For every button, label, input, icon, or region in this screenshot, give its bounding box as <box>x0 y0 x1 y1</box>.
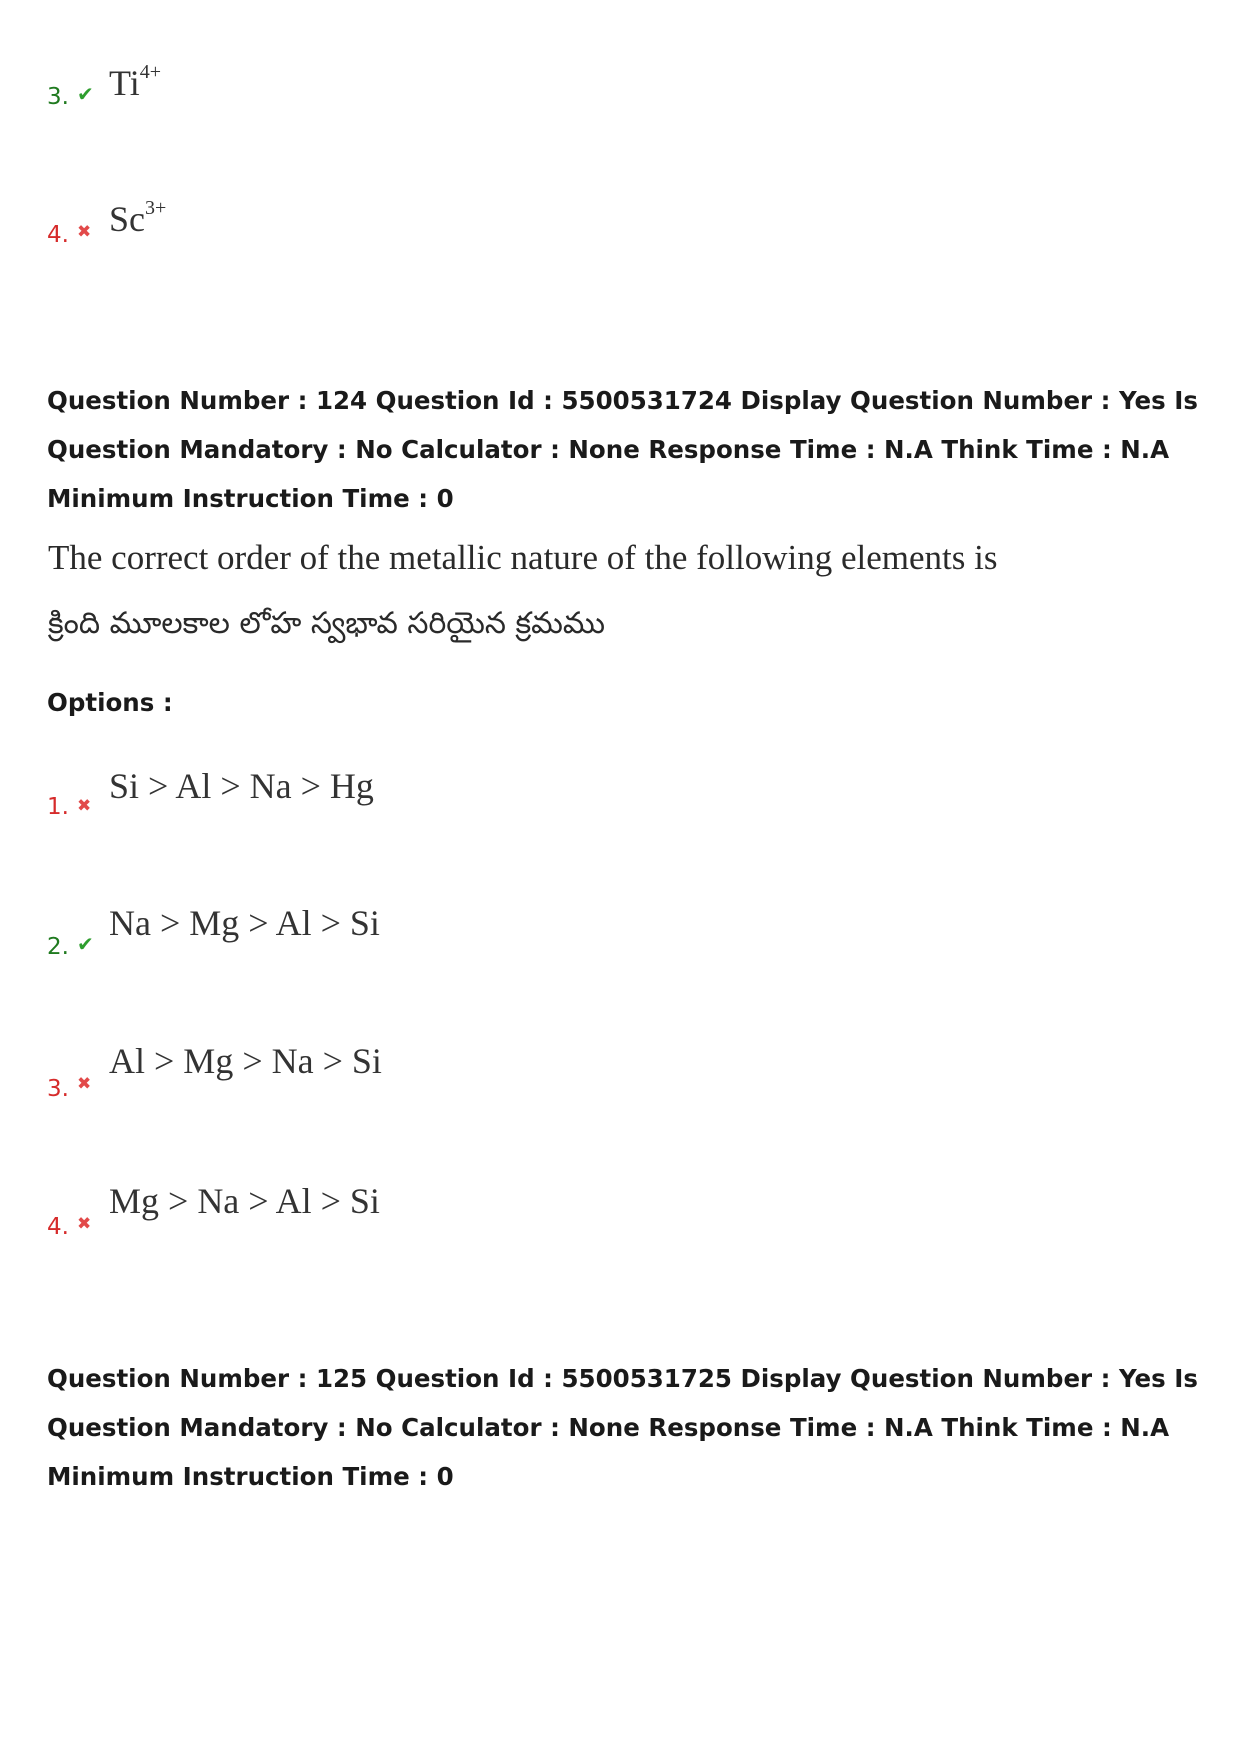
option-formula: Al > Mg > Na > Si <box>109 1041 382 1081</box>
options-label: Options : <box>47 688 173 717</box>
check-icon: ✔ <box>77 932 94 956</box>
formula-symbol: Sc <box>109 199 145 239</box>
formula-charge: 4+ <box>139 61 162 83</box>
option-formula: Si > Al > Na > Hg <box>109 766 374 806</box>
option-formula: Na > Mg > Al > Si <box>109 903 380 943</box>
option-number: 1. <box>47 794 69 820</box>
option-formula: Mg > Na > Al > Si <box>109 1181 380 1221</box>
question-metadata: Question Number : 125 Question Id : 5500531725 Display Question Number : Yes Is Question Mandatory : No Calculator : None Response Time : N.A Think Time : N.A Minimum Instruction Time : 0 <box>47 1364 1198 1491</box>
option-formula <box>109 198 166 240</box>
formula-charge: 3+ <box>145 197 167 219</box>
option-formula <box>109 62 161 104</box>
question-metadata: Question Number : 124 Question Id : 5500531724 Display Question Number : Yes Is Question Mandatory : No Calculator : None Response Time : N.A Think Time : N.A Minimum Instruction Time : 0 <box>47 386 1198 513</box>
option-number: 4. <box>47 1214 69 1240</box>
cross-icon: ✖ <box>77 1074 92 1094</box>
option-number: 3. <box>47 84 69 110</box>
formula-symbol: Ti <box>109 63 140 103</box>
option-number: 4. <box>47 222 69 248</box>
cross-icon: ✖ <box>77 222 92 242</box>
option-number: 2. <box>47 934 69 960</box>
option-number: 3. <box>47 1076 69 1102</box>
check-icon: ✔ <box>77 82 94 106</box>
cross-icon: ✖ <box>77 796 92 816</box>
cross-icon: ✖ <box>77 1214 92 1234</box>
question-text-telugu: క్రింది మూలకాల లోహ స్వభావ సరియైన క్రమము <box>48 606 605 641</box>
question-text-english: The correct order of the metallic nature of the following elements is <box>48 538 998 577</box>
